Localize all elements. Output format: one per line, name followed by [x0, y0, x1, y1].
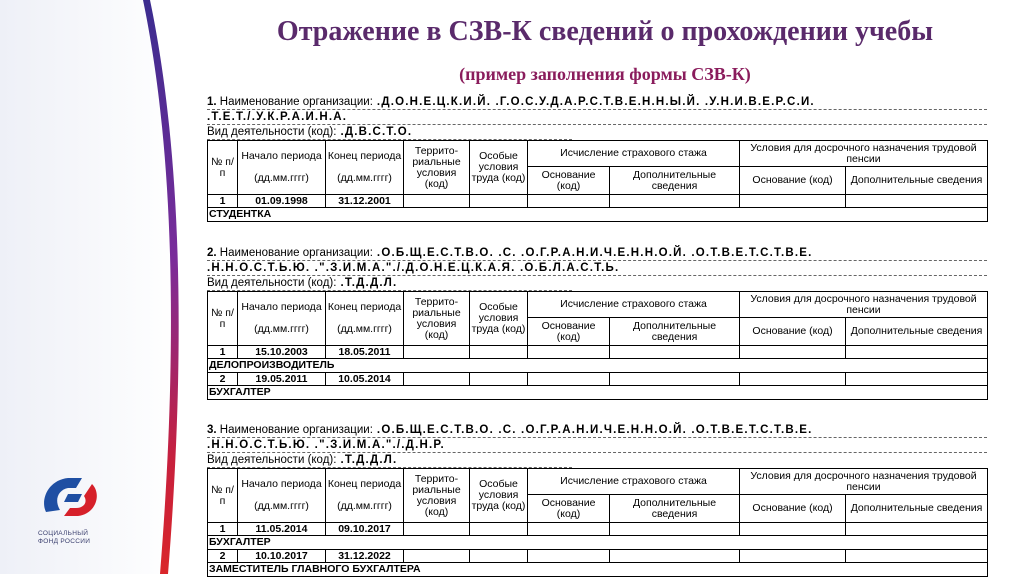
header-start: [238, 469, 326, 523]
activity-code: .Т.Д.Д.Л.: [340, 277, 398, 289]
header-stazh: Исчисление страхового стажа: [528, 469, 740, 495]
row-start-date: 19.05.2011: [238, 373, 326, 386]
header-start: [238, 141, 326, 195]
row-basis: [528, 550, 610, 563]
header-additional: Дополнительные сведения: [610, 167, 740, 195]
row-additional2: [846, 346, 988, 359]
row-end-date: 09.10.2017: [326, 523, 404, 536]
row-start-date: 10.10.2017: [238, 550, 326, 563]
header-early-pension: Условия для досрочного назначения трудовой пенсии: [740, 469, 988, 495]
header-basis: Основание (код): [528, 495, 610, 523]
row-basis: [528, 346, 610, 359]
position-row: [208, 563, 988, 577]
org-name-line: [207, 246, 987, 261]
org-name-part1: .О.Б.Щ.Е.С.Т.В.О. .С. .О.Г.Р.А.Н.И.Ч.Е.Н.Н.О.Й. .О.Т.В.Е.Т.С.Т.В.Е.: [376, 247, 813, 259]
table-row: [208, 346, 988, 359]
row-end-date: 18.05.2011: [326, 346, 404, 359]
header-basis: Основание (код): [528, 167, 610, 195]
header-stazh: Исчисление страхового стажа: [528, 292, 740, 318]
header-territorial: Террито-риальные условия (код): [404, 292, 470, 346]
row-end-date: 31.12.2001: [326, 195, 404, 208]
header-basis2: Основание (код): [740, 495, 846, 523]
row-special: [470, 373, 528, 386]
header-basis2: Основание (код): [740, 318, 846, 346]
header-num: № п/п: [208, 141, 238, 195]
org-name-line: [207, 95, 987, 110]
header-start-label: Начало периода: [241, 478, 322, 490]
row-additional: [610, 346, 740, 359]
row-end-date: 31.12.2022: [326, 550, 404, 563]
activity-code: .Д.В.С.Т.О.: [340, 126, 413, 138]
position-row: [208, 359, 988, 373]
row-additional2: [846, 523, 988, 536]
org-label: Наименование организации:: [219, 247, 373, 259]
row-start-date: 15.10.2003: [238, 346, 326, 359]
row-position: ЗАМЕСТИТЕЛЬ ГЛАВНОГО БУХГАЛТЕРА: [208, 563, 988, 577]
row-territorial: [404, 523, 470, 536]
org-block: [207, 95, 987, 222]
logo-text-line2: ФОНД РОССИИ: [38, 537, 91, 545]
activity-label: Вид деятельности (код):: [207, 454, 337, 466]
row-special: [470, 346, 528, 359]
row-additional: [610, 195, 740, 208]
header-end-label: Конец периода: [327, 301, 402, 313]
position-row: [208, 536, 988, 550]
periods-table: [207, 140, 988, 222]
org-name-part2: .Н.Н.О.С.Т.Ь.Ю. .".З.И.М.А."./.Д.Н.Р.: [207, 439, 445, 451]
row-position: БУХГАЛТЕР: [208, 536, 988, 550]
header-end-format: (дд.мм.гггг): [337, 172, 392, 184]
org-label: Наименование организации:: [219, 96, 373, 108]
header-start-label: Начало периода: [241, 150, 322, 162]
row-additional: [610, 550, 740, 563]
header-end-format: (дд.мм.гггг): [337, 500, 392, 512]
org-block: [207, 246, 987, 400]
header-territorial: Террито-риальные условия (код): [404, 469, 470, 523]
header-special: Особые условия труда (код): [470, 292, 528, 346]
row-basis2: [740, 195, 846, 208]
row-basis2: [740, 550, 846, 563]
row-territorial: [404, 373, 470, 386]
header-special: Особые условия труда (код): [470, 469, 528, 523]
org-name-part2: .Н.Н.О.С.Т.Ь.Ю. .".З.И.М.А."./.Д.О.Н.Е.Ц.К.А.Я. .О.Б.Л.А.С.Т.Ь.: [207, 262, 620, 274]
position-row: [208, 208, 988, 222]
header-additional: Дополнительные сведения: [610, 318, 740, 346]
row-basis2: [740, 523, 846, 536]
periods-table: [207, 291, 988, 400]
activity-line: [207, 276, 572, 291]
header-additional: Дополнительные сведения: [610, 495, 740, 523]
row-additional2: [846, 373, 988, 386]
header-special: Особые условия труда (код): [470, 141, 528, 195]
row-additional2: [846, 550, 988, 563]
header-num: № п/п: [208, 292, 238, 346]
row-number: 1: [208, 346, 238, 359]
header-start-label: Начало периода: [241, 301, 322, 313]
row-territorial: [404, 195, 470, 208]
row-basis2: [740, 373, 846, 386]
row-additional: [610, 523, 740, 536]
header-additional2: Дополнительные сведения: [846, 318, 988, 346]
sidebar-decoration: [0, 0, 185, 574]
row-special: [470, 523, 528, 536]
slide-title: Отражение в СЗВ-К сведений о прохождении учебы: [276, 16, 934, 47]
org-name-part1: .О.Б.Щ.Е.С.Т.В.О. .С. .О.Г.Р.А.Н.И.Ч.Е.Н.Н.О.Й. .О.Т.В.Е.Т.С.Т.В.Е.: [376, 424, 813, 436]
sfr-logo-icon: [38, 472, 102, 522]
periods-table: [207, 468, 988, 577]
sfr-logo-text: [38, 530, 90, 545]
row-additional: [610, 373, 740, 386]
logo-text-line1: СОЦИАЛЬНЫЙ: [38, 530, 89, 537]
table-row: [208, 523, 988, 536]
header-early-pension: Условия для досрочного назначения трудовой пенсии: [740, 141, 988, 167]
block-number: 3.: [207, 424, 217, 436]
header-start-format: (дд.мм.гггг): [254, 500, 309, 512]
row-start-date: 11.05.2014: [238, 523, 326, 536]
header-end: [326, 141, 404, 195]
row-position: СТУДЕНТКА: [208, 208, 988, 222]
block-number: 2.: [207, 247, 217, 259]
table-row: [208, 550, 988, 563]
org-name-line2: [207, 261, 987, 276]
row-end-date: 10.05.2014: [326, 373, 404, 386]
block-number: 1.: [207, 96, 217, 108]
header-additional2: Дополнительные сведения: [846, 495, 988, 523]
header-start: [238, 292, 326, 346]
header-additional2: Дополнительные сведения: [846, 167, 988, 195]
header-end: [326, 292, 404, 346]
header-early-pension: Условия для досрочного назначения трудовой пенсии: [740, 292, 988, 318]
org-label: Наименование организации:: [219, 424, 373, 436]
org-name-line: [207, 423, 987, 438]
header-stazh: Исчисление страхового стажа: [528, 141, 740, 167]
szv-k-form-example: [207, 95, 987, 577]
header-basis: Основание (код): [528, 318, 610, 346]
org-name-part1: .Д.О.Н.Е.Ц.К.И.Й. .Г.О.С.У.Д.А.Р.С.Т.В.Е.Н.Н.Ы.Й. .У.Н.И.В.Е.Р.С.И.: [376, 96, 815, 108]
table-row: [208, 195, 988, 208]
row-start-date: 01.09.1998: [238, 195, 326, 208]
row-number: 1: [208, 523, 238, 536]
row-territorial: [404, 550, 470, 563]
row-special: [470, 195, 528, 208]
row-position: БУХГАЛТЕР: [208, 386, 988, 400]
org-block: [207, 423, 987, 577]
header-end-label: Конец периода: [327, 478, 402, 490]
slide-subtitle: (пример заполнения формы СЗВ-К): [459, 64, 751, 84]
header-end: [326, 469, 404, 523]
header-end-label: Конец периода: [327, 150, 402, 162]
row-additional2: [846, 195, 988, 208]
header-basis2: Основание (код): [740, 167, 846, 195]
org-name-line2: [207, 438, 987, 453]
row-special: [470, 550, 528, 563]
header-start-format: (дд.мм.гггг): [254, 172, 309, 184]
table-row: [208, 373, 988, 386]
header-territorial: Террито-риальные условия (код): [404, 141, 470, 195]
activity-label: Вид деятельности (код):: [207, 277, 337, 289]
activity-line: [207, 125, 572, 140]
activity-label: Вид деятельности (код):: [207, 126, 337, 138]
position-row: [208, 386, 988, 400]
org-name-line2: [207, 110, 987, 125]
org-name-part2: .Т.Е.Т./.У.К.Р.А.И.Н.А.: [207, 111, 348, 123]
row-basis: [528, 373, 610, 386]
row-territorial: [404, 346, 470, 359]
row-number: 2: [208, 373, 238, 386]
row-position: ДЕЛОПРОИЗВОДИТЕЛЬ: [208, 359, 988, 373]
header-num: № п/п: [208, 469, 238, 523]
row-basis2: [740, 346, 846, 359]
activity-code: .Т.Д.Д.Л.: [340, 454, 398, 466]
row-number: 1: [208, 195, 238, 208]
header-start-format: (дд.мм.гггг): [254, 323, 309, 335]
row-basis: [528, 523, 610, 536]
activity-line: [207, 453, 572, 468]
row-number: 2: [208, 550, 238, 563]
header-end-format: (дд.мм.гггг): [337, 323, 392, 335]
row-basis: [528, 195, 610, 208]
